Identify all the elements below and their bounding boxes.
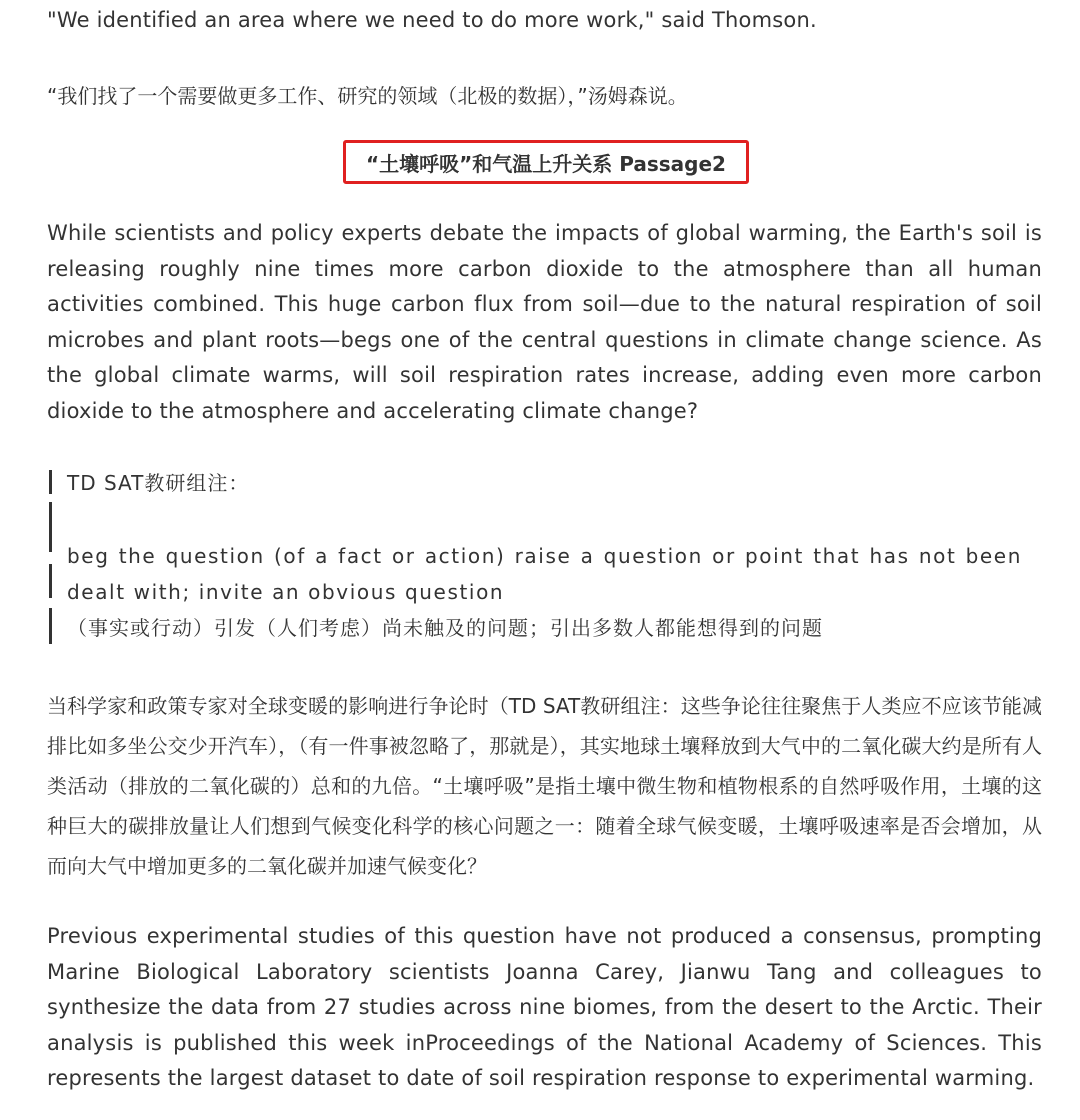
note-quote-bar	[49, 608, 52, 644]
paragraph-english-1: While scientists and policy experts debate the impacts of global warming, the Earth's soil is releasing roughly nine times more carbon dioxide to the atmosphere than all human activities combined. This huge carbon flux from soil—due to the natural respiration of soil microbes and plant roots—begs one of the central questions in climate change science. As the global climate warms, will soil respiration rates increase, adding even more carbon dioxide to the atmosphere and accelerating climate change?	[47, 221, 1042, 423]
paragraph-english-2: Previous experimental studies of this question have not produced a consensus, prompting Marine Biological Laboratory scientists Joanna Carey, Jianwu Tang and colleagues to synthesize the data from 27 studies across nine biomes, from the desert to the Arctic. Their analysis is published this week inProceedings of the National Academy of Sciences. This represents the largest dataset to date of soil respiration response to experimental warming.	[47, 924, 1042, 1090]
note-quote-bar	[49, 502, 52, 552]
paragraph-chinese-1: 当科学家和政策专家对全球变暖的影响进行争论时（TD SAT教研组注：这些争论往往聚焦于人类应不应该节能减排比如多坐公交少开汽车），（有一件事被忽略了，那就是），其实地球土壤释放到大气中的二氧化碳大约是所有人类活动（排放的二氧化碳的）总和的九倍。“土壤呼吸”是指土壤中微生物和植物根系的自然呼吸作用，土壤的这种巨大的碳排放量让人们想到气候变化科学的核心问题之一：随着全球气候变暖，土壤呼吸速率是否会增加，从而向大气中增加更多的二氧化碳并加速气候变化？	[47, 694, 1042, 878]
quote-english: "We identified an area where we need to do more work," said Thomson.	[47, 8, 817, 32]
note-definition-english: beg the question (of a fact or action) raise a question or point that has not been dealt with; invite an obvious question	[67, 544, 1022, 604]
note-quote-bar	[49, 564, 52, 598]
section-title-highlight	[343, 140, 749, 184]
quote-chinese: “我们找了一个需要做更多工作、研究的领域（北极的数据），”汤姆森说。	[47, 84, 688, 108]
note-definition-chinese: （事实或行动）引发（人们考虑）尚未触及的问题；引出多数人都能想得到的问题	[67, 616, 823, 640]
note-quote-bar	[49, 470, 52, 494]
section-title: “土壤呼吸”和气温上升关系 Passage2	[366, 151, 726, 176]
note-title: TD SAT教研组注：	[67, 471, 250, 495]
